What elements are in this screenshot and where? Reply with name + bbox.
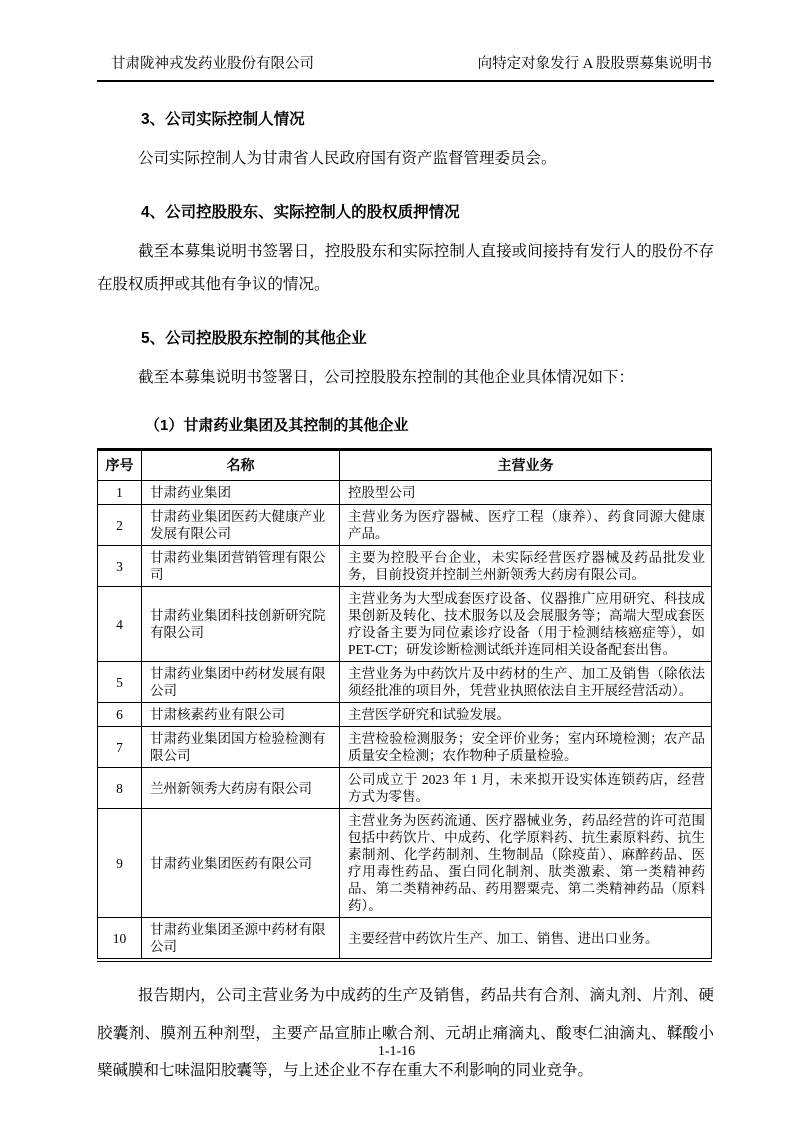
table-row — [98, 809, 712, 918]
main-business-cell: 主要为控股平台企业，未实际经营医疗器械及药品批发业务，目前投资并控制兰州新领秀大药房有限公司。 — [340, 546, 712, 587]
row-index-cell: 1 — [98, 481, 142, 505]
section-heading-3: 3、公司实际控制人情况 — [141, 111, 305, 128]
company-name-cell: 甘肃药业集团 — [142, 481, 340, 505]
header-doc-title: 向特定对象发行 A 股股票募集说明书 — [477, 56, 712, 72]
main-business-cell: 主营业务为医疗器械、医疗工程（康养）、药食同源大健康产品。 — [340, 505, 712, 546]
controlled-companies-table — [97, 448, 712, 962]
row-index-cell: 2 — [98, 505, 142, 546]
main-business-cell: 主营检验检测服务；安全评价业务；室内环境检测；农产品质量安全检测；农作物种子质量检验。 — [340, 727, 712, 768]
main-business-cell: 主营业务为医药流通、医疗器械业务，药品经营的许可范围包括中药饮片、中成药、化学原料药、抗生素原料药、抗生素制剂、化学药制剂、生物制品（除疫苗）、麻醉药品、医疗用毒性药品、蛋白同化制剂、肽类激素、第一类精神药品、第二类精神药品、药用罂粟壳、第二类精神药品（原料药）。 — [340, 809, 712, 918]
section-paragraph-4: 截至本募集说明书签署日，控股股东和实际控制人直接或间接持有发行人的股份不存在股权质押或其他有争议的情况。 — [97, 243, 714, 293]
table-row — [98, 727, 712, 768]
row-index-cell: 5 — [98, 662, 142, 703]
section-paragraph-3: 公司实际控制人为甘肃省人民政府国有资产监督管理委员会。 — [138, 150, 557, 167]
main-business-cell: 主营医学研究和试验发展。 — [340, 703, 712, 727]
main-business-cell: 主营业务为中药饮片及中药材的生产、加工及销售（除依法须经批准的项目外，凭营业执照依法自主开展经营活动）。 — [340, 662, 712, 703]
company-name-cell: 甘肃药业集团圣源中药材有限公司 — [142, 918, 340, 961]
row-index-cell: 7 — [98, 727, 142, 768]
table-row — [98, 662, 712, 703]
company-name-cell: 甘肃药业集团科技创新研究院有限公司 — [142, 587, 340, 662]
main-business-cell: 主要经营中药饮片生产、加工、销售、进出口业务。 — [340, 918, 712, 961]
col-header-no: 序号 — [98, 450, 142, 481]
subsection-heading: （1）甘肃药业集团及其控制的其他企业 — [145, 417, 409, 434]
section-paragraph-5: 截至本募集说明书签署日，公司控股股东控制的其他企业具体情况如下： — [138, 369, 635, 386]
row-index-cell: 10 — [98, 918, 142, 961]
page-number: 1-1-16 — [377, 1044, 416, 1059]
col-header-name: 名称 — [142, 450, 340, 481]
company-name-cell: 兰州新领秀大药房有限公司 — [142, 768, 340, 809]
company-name-cell: 甘肃药业集团营销管理有限公司 — [142, 546, 340, 587]
table-row — [98, 768, 712, 809]
table-row — [98, 703, 712, 727]
main-business-cell: 主营业务为大型成套医疗设备、仪器推广应用研究、科技成果创新及转化、技术服务以及会展服务等；高端大型成套医疗设备主要为同位素诊疗设备（用于检测结核癌症等），如 PET-CT；研发诊断检测试纸并连同相关设备配套出售。 — [340, 587, 712, 662]
table-row — [98, 918, 712, 961]
header-company-name: 甘肃陇神戎发药业股份有限公司 — [111, 56, 314, 72]
section-heading-5: 5、公司控股股东控制的其他企业 — [141, 330, 367, 347]
company-name-cell: 甘肃核素药业有限公司 — [142, 703, 340, 727]
table-header-row — [98, 450, 712, 481]
running-header — [97, 52, 714, 82]
main-business-cell: 控股型公司 — [340, 481, 712, 505]
row-index-cell: 3 — [98, 546, 142, 587]
row-index-cell: 6 — [98, 703, 142, 727]
company-name-cell: 甘肃药业集团医药大健康产业发展有限公司 — [142, 505, 340, 546]
table-row — [98, 587, 712, 662]
company-name-cell: 甘肃药业集团中药材发展有限公司 — [142, 662, 340, 703]
main-business-cell: 公司成立于 2023 年 1 月，未来拟开设实体连锁药店，经营方式为零售。 — [340, 768, 712, 809]
table-row — [98, 505, 712, 546]
row-index-cell: 9 — [98, 809, 142, 918]
col-header-business: 主营业务 — [340, 450, 712, 481]
table-row — [98, 481, 712, 505]
section-heading-4: 4、公司控股股东、实际控制人的股权质押情况 — [141, 204, 460, 221]
company-name-cell: 甘肃药业集团国方检验检测有限公司 — [142, 727, 340, 768]
company-name-cell: 甘肃药业集团医药有限公司 — [142, 809, 340, 918]
row-index-cell: 4 — [98, 587, 142, 662]
row-index-cell: 8 — [98, 768, 142, 809]
closing-paragraph: 报告期内，公司主营业务为中成药的生产及销售，药品共有合剂、滴丸剂、片剂、硬胶囊剂、膜剂五种剂型，主要产品宣肺止嗽合剂、元胡止痛滴丸、酸枣仁油滴丸、鞣酸小檗碱膜和七味温阳胶囊等，与上述企业不存在重大不利影响的同业竞争。 — [97, 987, 714, 1079]
table-row — [98, 546, 712, 587]
